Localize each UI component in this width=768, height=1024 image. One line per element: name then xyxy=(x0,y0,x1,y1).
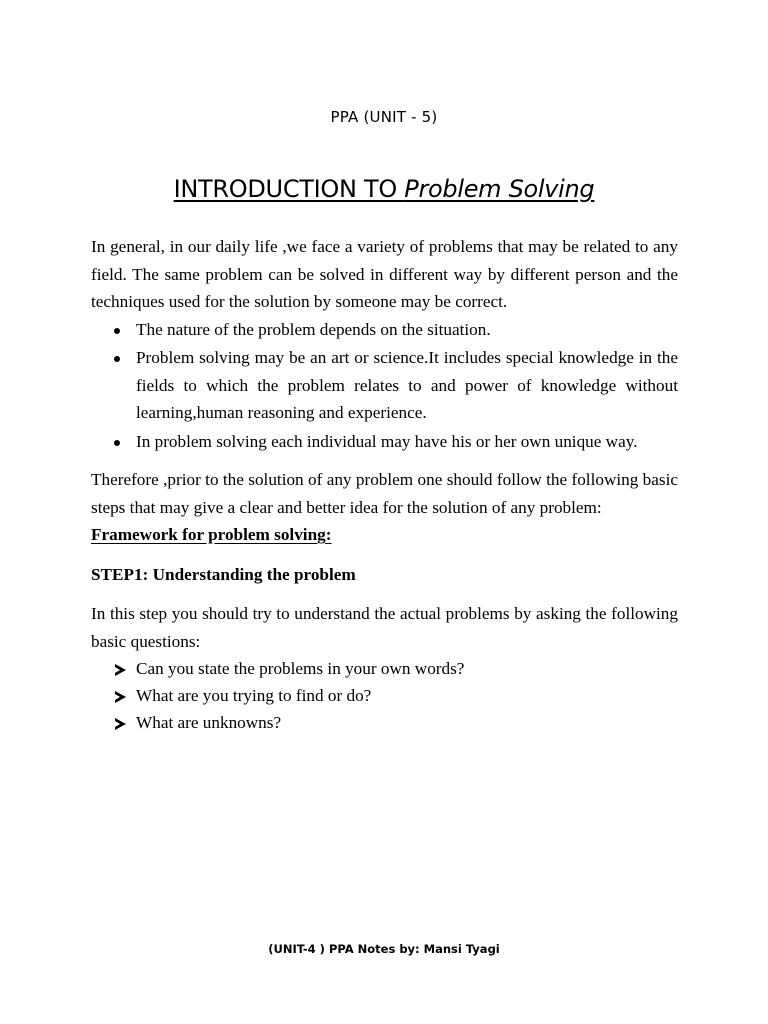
title-part-1: INTRODUCTION TO xyxy=(173,175,405,203)
unit-label: PPA (UNIT - 5) xyxy=(330,108,438,126)
title-part-2: Problem Solving xyxy=(404,175,595,203)
bullet-icon xyxy=(114,356,120,362)
bullet-item xyxy=(91,344,678,427)
document-body xyxy=(91,233,678,736)
question-list xyxy=(91,655,678,736)
arrow-bullet-icon xyxy=(115,691,126,703)
bullet-icon xyxy=(114,440,120,446)
question-item xyxy=(91,709,678,736)
bullet-text: In problem solving each individual may have his or her own unique way. xyxy=(136,431,638,451)
bullet-text: The nature of the problem depends on the situation. xyxy=(136,319,491,339)
bullet-list xyxy=(91,316,678,456)
bullet-item xyxy=(91,316,678,344)
arrow-bullet-icon xyxy=(115,718,126,730)
question-text: Can you state the problems in your own words? xyxy=(136,659,465,678)
question-item xyxy=(91,655,678,682)
therefore-paragraph: Therefore ,prior to the solution of any problem one should follow the following basic steps that may give a clear and better idea for the solution of any problem: xyxy=(91,470,678,517)
bullet-icon xyxy=(114,328,120,334)
step1-paragraph: In this step you should try to understand the actual problems by asking the following basic questions: xyxy=(91,604,678,651)
framework-heading: Framework for problem solving: xyxy=(91,525,332,544)
bullet-text: Problem solving may be an art or science.It includes special knowledge in the fields to which the problem relates to and power of knowledge without learning,human reasoning and experience. xyxy=(136,348,678,422)
question-text: What are unknowns? xyxy=(136,713,282,732)
bullet-item xyxy=(91,428,678,456)
page-title xyxy=(0,175,768,203)
intro-paragraph: In general, in our daily life ,we face a variety of problems that may be related to any field. The same problem can be solved in different way by different person and the techniques used for the solution by someone may be correct. xyxy=(91,237,678,311)
step1-heading: STEP1: Understanding the problem xyxy=(91,564,356,584)
arrow-bullet-icon xyxy=(115,664,126,676)
page-footer: (UNIT-4 ) PPA Notes by: Mansi Tyagi xyxy=(268,942,500,956)
question-text: What are you trying to find or do? xyxy=(136,686,372,705)
question-item xyxy=(91,682,678,709)
